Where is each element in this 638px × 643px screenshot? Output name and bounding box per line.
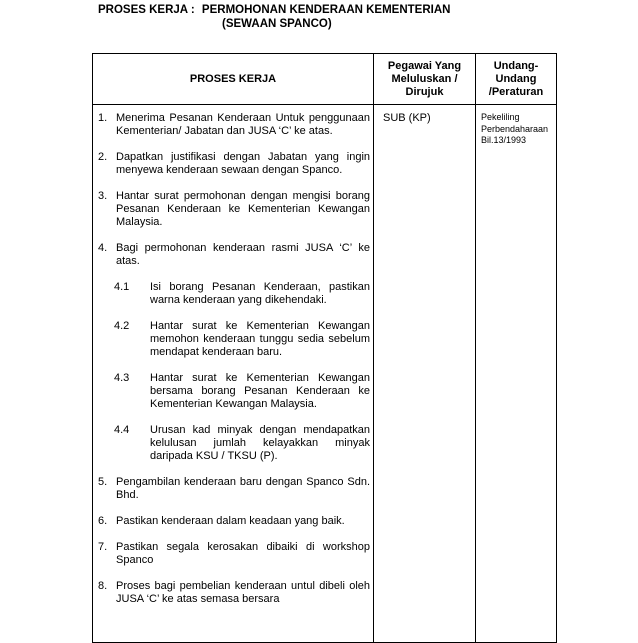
- list-item: [98, 151, 370, 177]
- pegawai-cell: SUB (KP): [383, 112, 431, 124]
- item-number: 7.: [98, 541, 108, 553]
- item-number: 3.: [98, 190, 108, 202]
- column-divider: [373, 54, 374, 642]
- sub-item-text: Hantar surat ke Kementerian Kewangan bersama borang Pesanan Kenderaan ke Kementerian Kewangan Malaysia.: [150, 372, 370, 410]
- header-proses-kerja: PROSES KERJA: [189, 72, 277, 85]
- sub-item-text: Hantar surat ke Kementerian Kewangan memohon kenderaan tunggu sedia sebelum mendapat kenderaan baru.: [150, 320, 370, 358]
- item-text: Hantar surat permohonan dengan mengisi borang Pesanan Kenderaan ke Kementerian Kewangan Malaysia.: [116, 190, 370, 228]
- title-label: PROSES KERJA :: [98, 4, 195, 16]
- item-number: 6.: [98, 515, 108, 527]
- item-number: 1.: [98, 112, 108, 124]
- list-item: [98, 580, 370, 606]
- header-undang-undang: Undang-Undang /Peraturan: [488, 59, 544, 98]
- item-text: Bagi permohonan kenderaan rasmi JUSA ‘C’ ke atas.: [116, 242, 370, 267]
- item-number: 8.: [98, 580, 108, 592]
- sub-item-number: 4.4: [114, 424, 130, 436]
- sub-item: [98, 281, 370, 307]
- item-number: 5.: [98, 476, 108, 488]
- sub-item-text: Isi borang Pesanan Kenderaan, pastikan warna kenderaan yang dikehendaki.: [150, 281, 370, 306]
- list-item: [98, 541, 370, 567]
- list-item: [98, 112, 370, 138]
- item-text: Dapatkan justifikasi dengan Jabatan yang ingin menyewa kenderaan sewaan dengan Spanco.: [116, 151, 370, 176]
- header-divider: [93, 104, 556, 105]
- list-item: [98, 190, 370, 229]
- sub-item: [98, 424, 370, 463]
- sub-item-number: 4.1: [114, 281, 130, 293]
- item-text: Proses bagi pembelian kenderaan untul dibeli oleh JUSA ‘C’ ke atas semasa bersara: [116, 580, 370, 605]
- process-steps: [98, 112, 370, 619]
- list-item: [98, 242, 370, 268]
- undang-cell: Pekeliling Perbendaharaan Bil.13/1993: [481, 112, 549, 145]
- column-divider: [475, 54, 476, 642]
- title-line2: (SEWAAN SPANCO): [222, 18, 332, 30]
- sub-item-number: 4.2: [114, 320, 130, 332]
- item-number: 2.: [98, 151, 108, 163]
- item-text: Menerima Pesanan Kenderaan Untuk penggunaan Kementerian/ Jabatan dan JUSA ‘C’ ke atas.: [116, 112, 370, 137]
- sub-item-text: Urusan kad minyak dengan mendapatkan kelulusan jumlah kelayakkan minyak daripada KSU / TKSU (P).: [150, 424, 370, 462]
- process-table: [92, 53, 557, 643]
- item-number: 4.: [98, 242, 108, 254]
- list-item: [98, 476, 370, 502]
- sub-item-number: 4.3: [114, 372, 130, 384]
- item-text: Pastikan segala kerosakan dibaiki di workshop Spanco: [116, 541, 370, 566]
- document-title: [98, 3, 450, 31]
- title-line1: PERMOHONAN KENDERAAN KEMENTERIAN: [201, 4, 451, 16]
- sub-item: [98, 320, 370, 359]
- sub-item: [98, 372, 370, 411]
- list-item: [98, 515, 370, 528]
- header-pegawai: Pegawai Yang Meluluskan / Dirujuk: [387, 59, 462, 98]
- item-text: Pastikan kenderaan dalam keadaan yang baik.: [116, 515, 345, 527]
- item-text: Pengambilan kenderaan baru dengan Spanco Sdn. Bhd.: [116, 476, 370, 501]
